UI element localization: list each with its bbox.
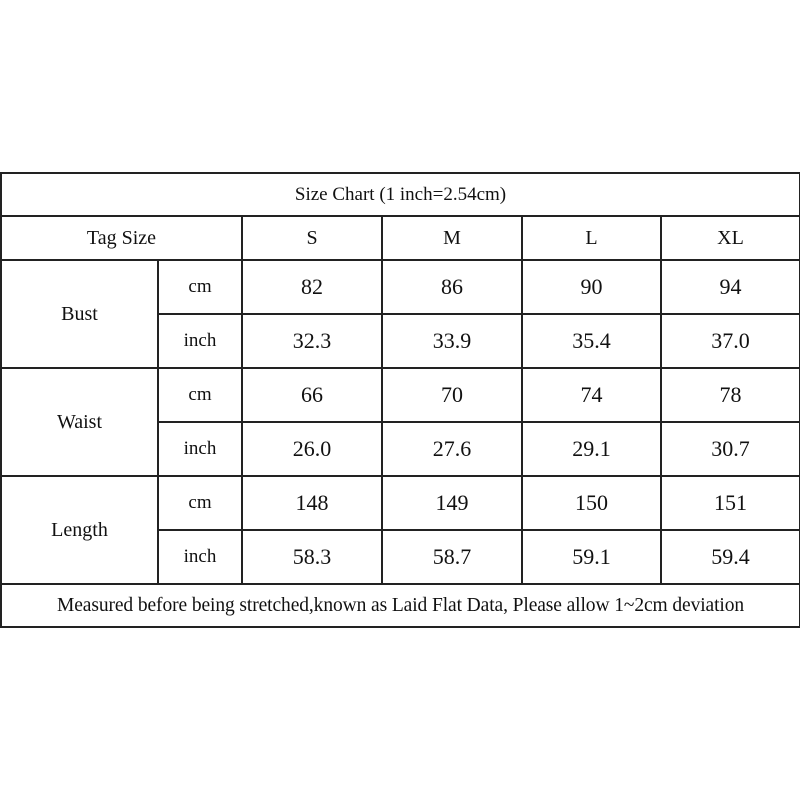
- table-cell: 30.7: [661, 422, 800, 476]
- measure-label-length: Length: [1, 476, 158, 584]
- table-cell: 66: [242, 368, 382, 422]
- unit-label: inch: [158, 530, 242, 584]
- table-cell: 70: [382, 368, 522, 422]
- table-cell: 149: [382, 476, 522, 530]
- table-cell: 58.7: [382, 530, 522, 584]
- table-cell: 78: [661, 368, 800, 422]
- table-row: [1, 368, 800, 422]
- measure-label-bust: Bust: [1, 260, 158, 368]
- unit-label: cm: [158, 260, 242, 314]
- size-chart-table: [0, 172, 800, 628]
- unit-label: inch: [158, 314, 242, 368]
- table-cell: 27.6: [382, 422, 522, 476]
- tag-size-header: Tag Size: [1, 216, 242, 260]
- unit-label: cm: [158, 368, 242, 422]
- table-cell: 35.4: [522, 314, 661, 368]
- size-header-l: L: [522, 216, 661, 260]
- footer-note: Measured before being stretched,known as Laid Flat Data, Please allow 1~2cm deviation: [1, 584, 800, 627]
- table-row: [1, 476, 800, 530]
- table-cell: 74: [522, 368, 661, 422]
- table-cell: 59.4: [661, 530, 800, 584]
- table-cell: 82: [242, 260, 382, 314]
- size-header-m: M: [382, 216, 522, 260]
- table-row: [1, 260, 800, 314]
- chart-title: Size Chart (1 inch=2.54cm): [1, 173, 800, 216]
- table-cell: 151: [661, 476, 800, 530]
- size-header-s: S: [242, 216, 382, 260]
- size-chart-container: [0, 172, 800, 628]
- table-cell: 90: [522, 260, 661, 314]
- table-cell: 37.0: [661, 314, 800, 368]
- size-header-xl: XL: [661, 216, 800, 260]
- unit-label: cm: [158, 476, 242, 530]
- table-cell: 86: [382, 260, 522, 314]
- unit-label: inch: [158, 422, 242, 476]
- table-cell: 33.9: [382, 314, 522, 368]
- table-cell: 29.1: [522, 422, 661, 476]
- table-cell: 59.1: [522, 530, 661, 584]
- table-cell: 148: [242, 476, 382, 530]
- table-cell: 94: [661, 260, 800, 314]
- table-cell: 26.0: [242, 422, 382, 476]
- measure-label-waist: Waist: [1, 368, 158, 476]
- table-cell: 150: [522, 476, 661, 530]
- table-cell: 32.3: [242, 314, 382, 368]
- table-cell: 58.3: [242, 530, 382, 584]
